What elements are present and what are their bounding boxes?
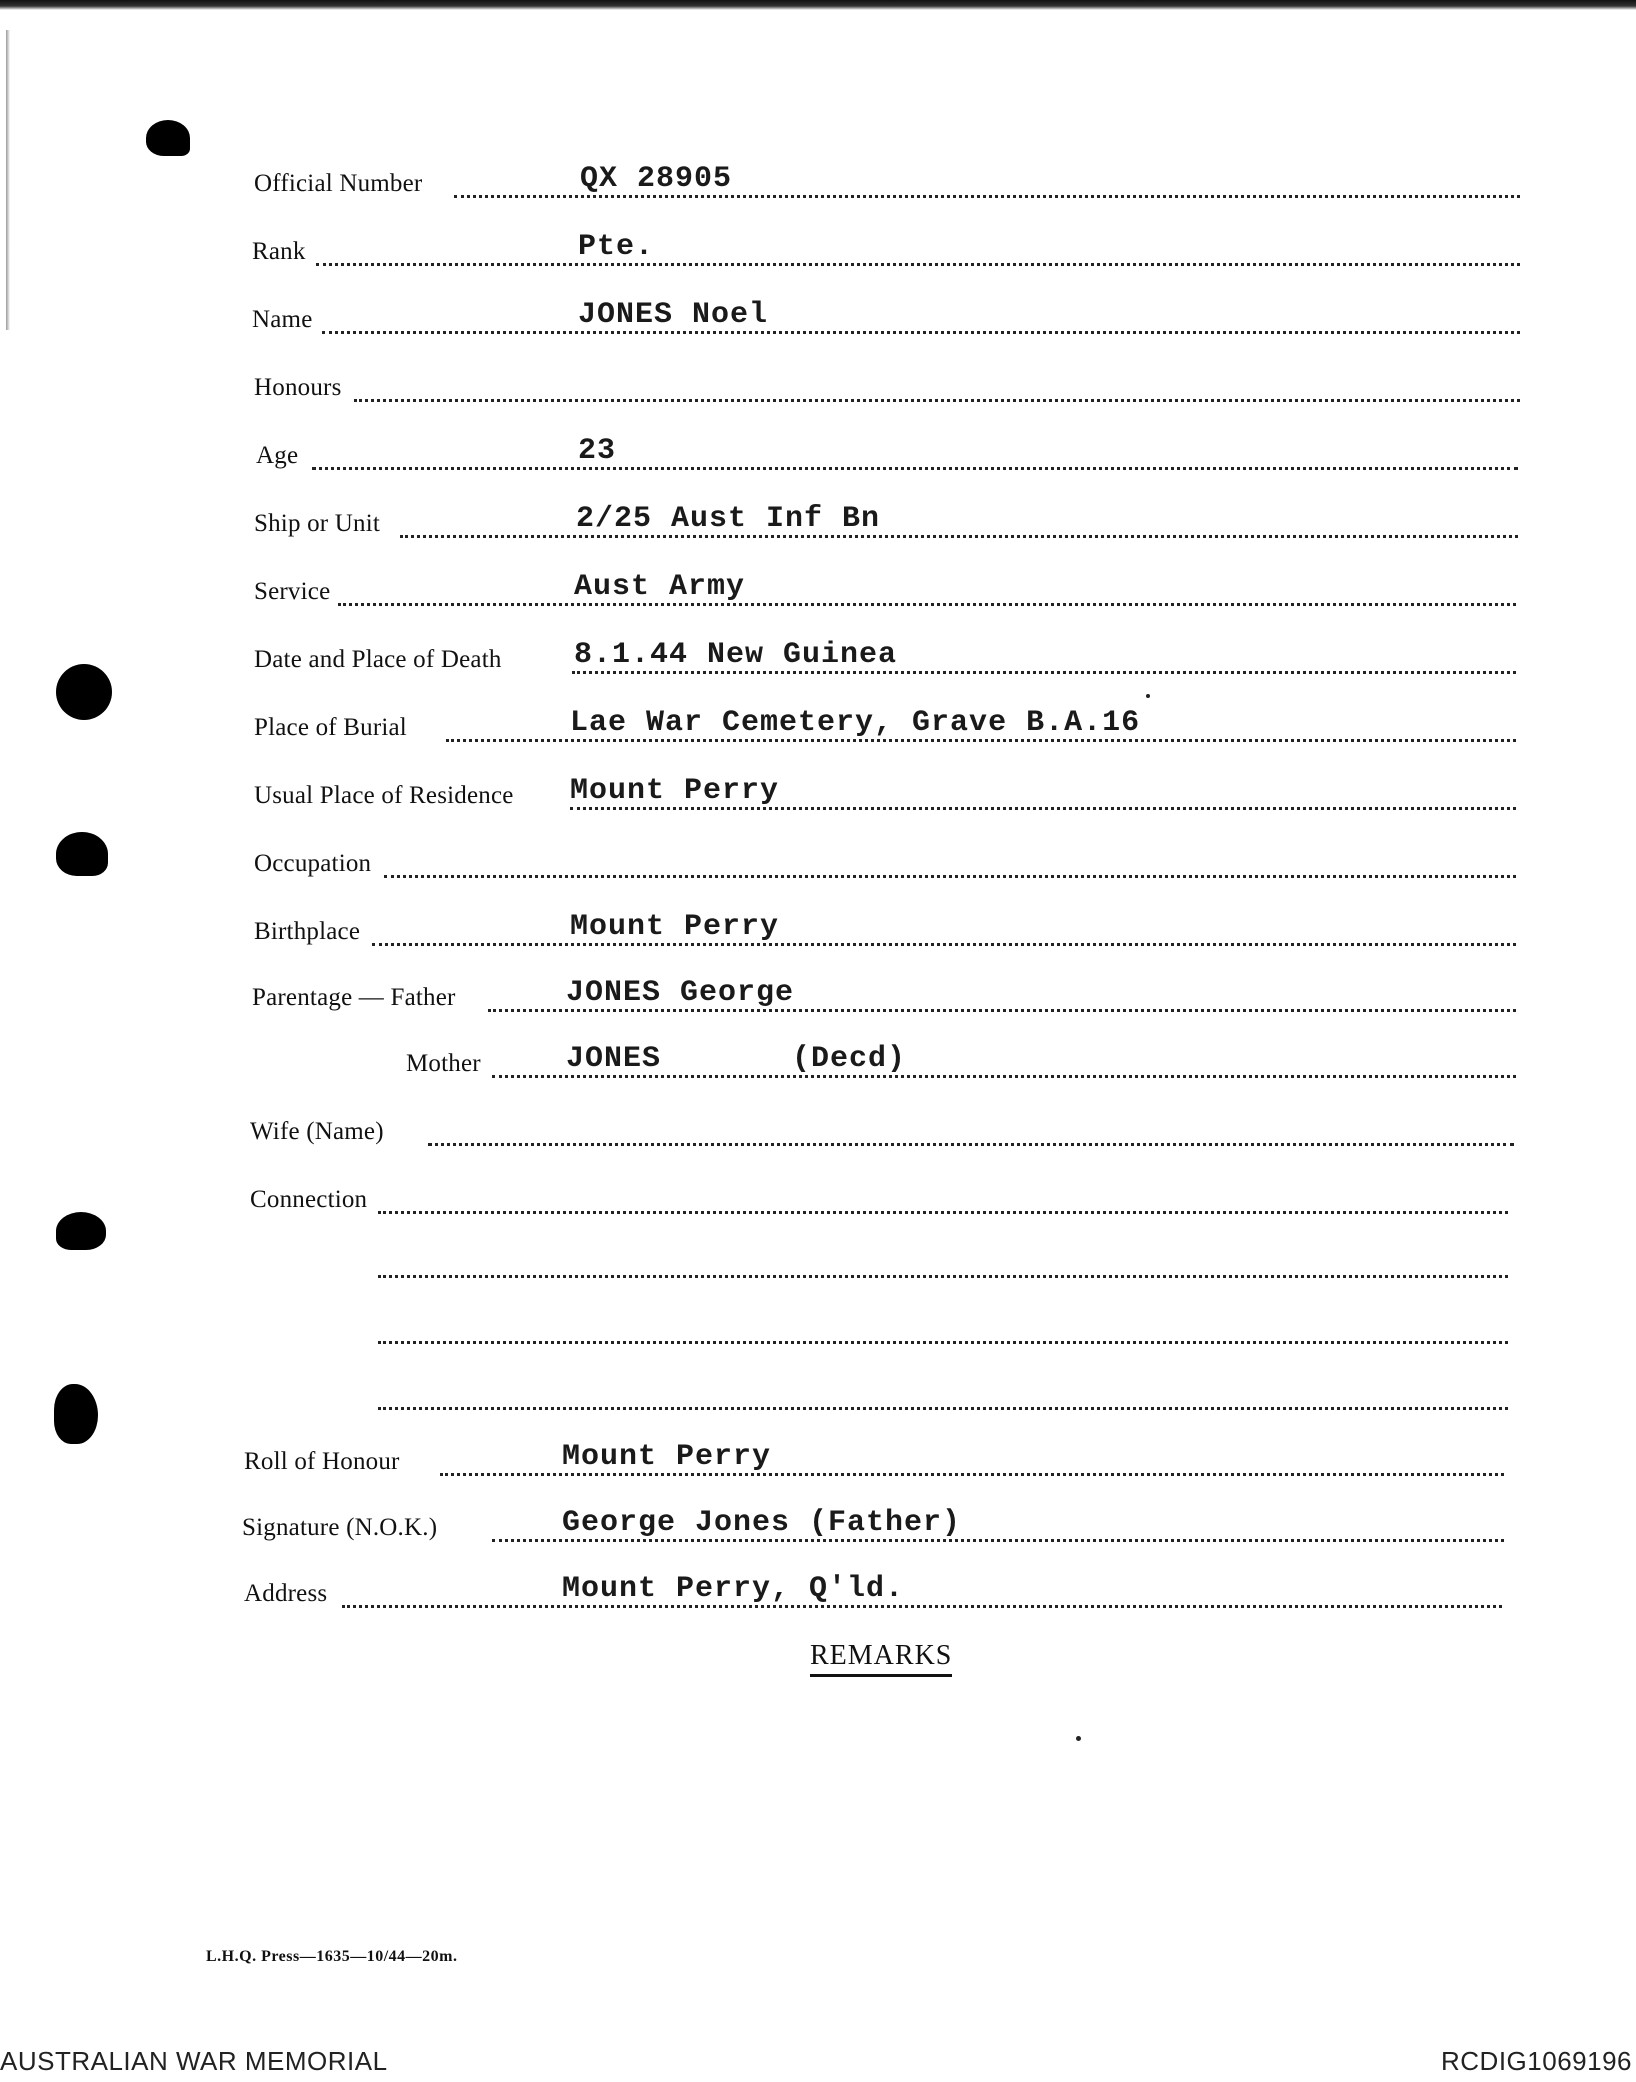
field-connection-line [378, 1368, 1508, 1418]
dotted-line [378, 1341, 1508, 1344]
field-place-of-burial [254, 700, 1516, 750]
field-value: JONES [566, 1042, 662, 1076]
dotted-line [378, 1407, 1508, 1410]
field-value: QX 28905 [580, 162, 733, 196]
field-wife [250, 1104, 1514, 1154]
field-value: 23 [578, 434, 617, 468]
field-connection-line [378, 1302, 1508, 1352]
field-value: Pte. [578, 230, 655, 264]
field-residence [254, 768, 1516, 818]
dotted-line [316, 263, 1520, 266]
scan-top-edge [0, 0, 1636, 10]
dotted-line [378, 1211, 1508, 1214]
field-father [252, 970, 1516, 1020]
field-label: Official Number [254, 170, 423, 197]
punch-hole [56, 664, 112, 720]
field-label: Birthplace [254, 918, 361, 945]
field-label: Parentage — Father [252, 984, 456, 1011]
field-service [254, 564, 1516, 614]
field-label: Rank [252, 238, 306, 265]
remarks-heading: REMARKS [810, 1640, 952, 1677]
field-rank [252, 224, 1520, 274]
field-label: Place of Burial [254, 714, 407, 741]
footer-record-id: RCDIG1069196 [1441, 2046, 1632, 2076]
field-label: Name [252, 306, 313, 333]
dotted-line [378, 1275, 1508, 1278]
field-label: Ship or Unit [254, 510, 381, 537]
field-date-place-death [254, 632, 1516, 682]
print-code: L.H.Q. Press—1635—10/44—20m. [206, 1948, 458, 1965]
field-ship-or-unit [254, 496, 1518, 546]
field-mother [406, 1036, 1516, 1086]
field-label: Wife (Name) [250, 1118, 384, 1145]
field-value: Mount Perry [570, 910, 780, 944]
field-value: Lae War Cemetery, Grave B.A.16 [570, 706, 1141, 740]
dotted-line [312, 467, 1518, 470]
field-label: Occupation [254, 850, 372, 877]
field-value: Mount Perry [570, 774, 780, 808]
field-age [256, 428, 1518, 478]
field-name [252, 292, 1520, 342]
field-birthplace [254, 904, 1516, 954]
field-label: Honours [254, 374, 342, 401]
footer-archive-name: AUSTRALIAN WAR MEMORIAL [0, 2046, 388, 2076]
field-label: Roll of Honour [244, 1448, 400, 1475]
field-value: Aust Army [574, 570, 746, 604]
punch-hole [56, 1212, 106, 1250]
field-occupation [254, 836, 1516, 886]
punch-hole [56, 832, 108, 876]
field-value-note: (Decd) [792, 1042, 907, 1076]
dotted-line [342, 1605, 1502, 1608]
field-value: George Jones (Father) [562, 1506, 962, 1540]
dotted-line [354, 399, 1520, 402]
field-value: 2/25 Aust Inf Bn [576, 502, 881, 536]
dotted-line [322, 331, 1520, 334]
field-label: Date and Place of Death [254, 646, 502, 673]
field-label: Signature (N.O.K.) [242, 1514, 438, 1541]
field-label: Usual Place of Residence [254, 782, 514, 809]
field-value: Mount Perry [562, 1440, 772, 1474]
field-signature [242, 1500, 1504, 1550]
stray-mark [1076, 1736, 1081, 1741]
field-label: Age [256, 442, 299, 469]
field-address [244, 1566, 1502, 1616]
stray-mark [1146, 694, 1150, 698]
field-label: Connection [250, 1186, 368, 1213]
field-roll-of-honour [244, 1434, 1504, 1484]
field-value: Mount Perry, Q'ld. [562, 1572, 905, 1606]
field-connection-line [378, 1236, 1508, 1286]
punch-hole [146, 120, 190, 156]
scan-left-edge [6, 30, 10, 330]
field-honours [254, 360, 1520, 410]
dotted-line [428, 1143, 1514, 1146]
field-value: JONES Noel [578, 298, 769, 332]
field-label: Address [244, 1580, 328, 1607]
punch-hole [54, 1384, 98, 1444]
dotted-line [338, 603, 1516, 606]
field-label: Service [254, 578, 331, 605]
field-value: JONES George [566, 976, 795, 1010]
field-label: Mother [406, 1050, 481, 1077]
field-value: 8.1.44 New Guinea [574, 638, 898, 672]
dotted-line [384, 875, 1516, 878]
dotted-line [372, 943, 1516, 946]
field-connection [250, 1172, 1508, 1222]
dotted-line [400, 535, 1518, 538]
field-official-number [254, 156, 1520, 206]
